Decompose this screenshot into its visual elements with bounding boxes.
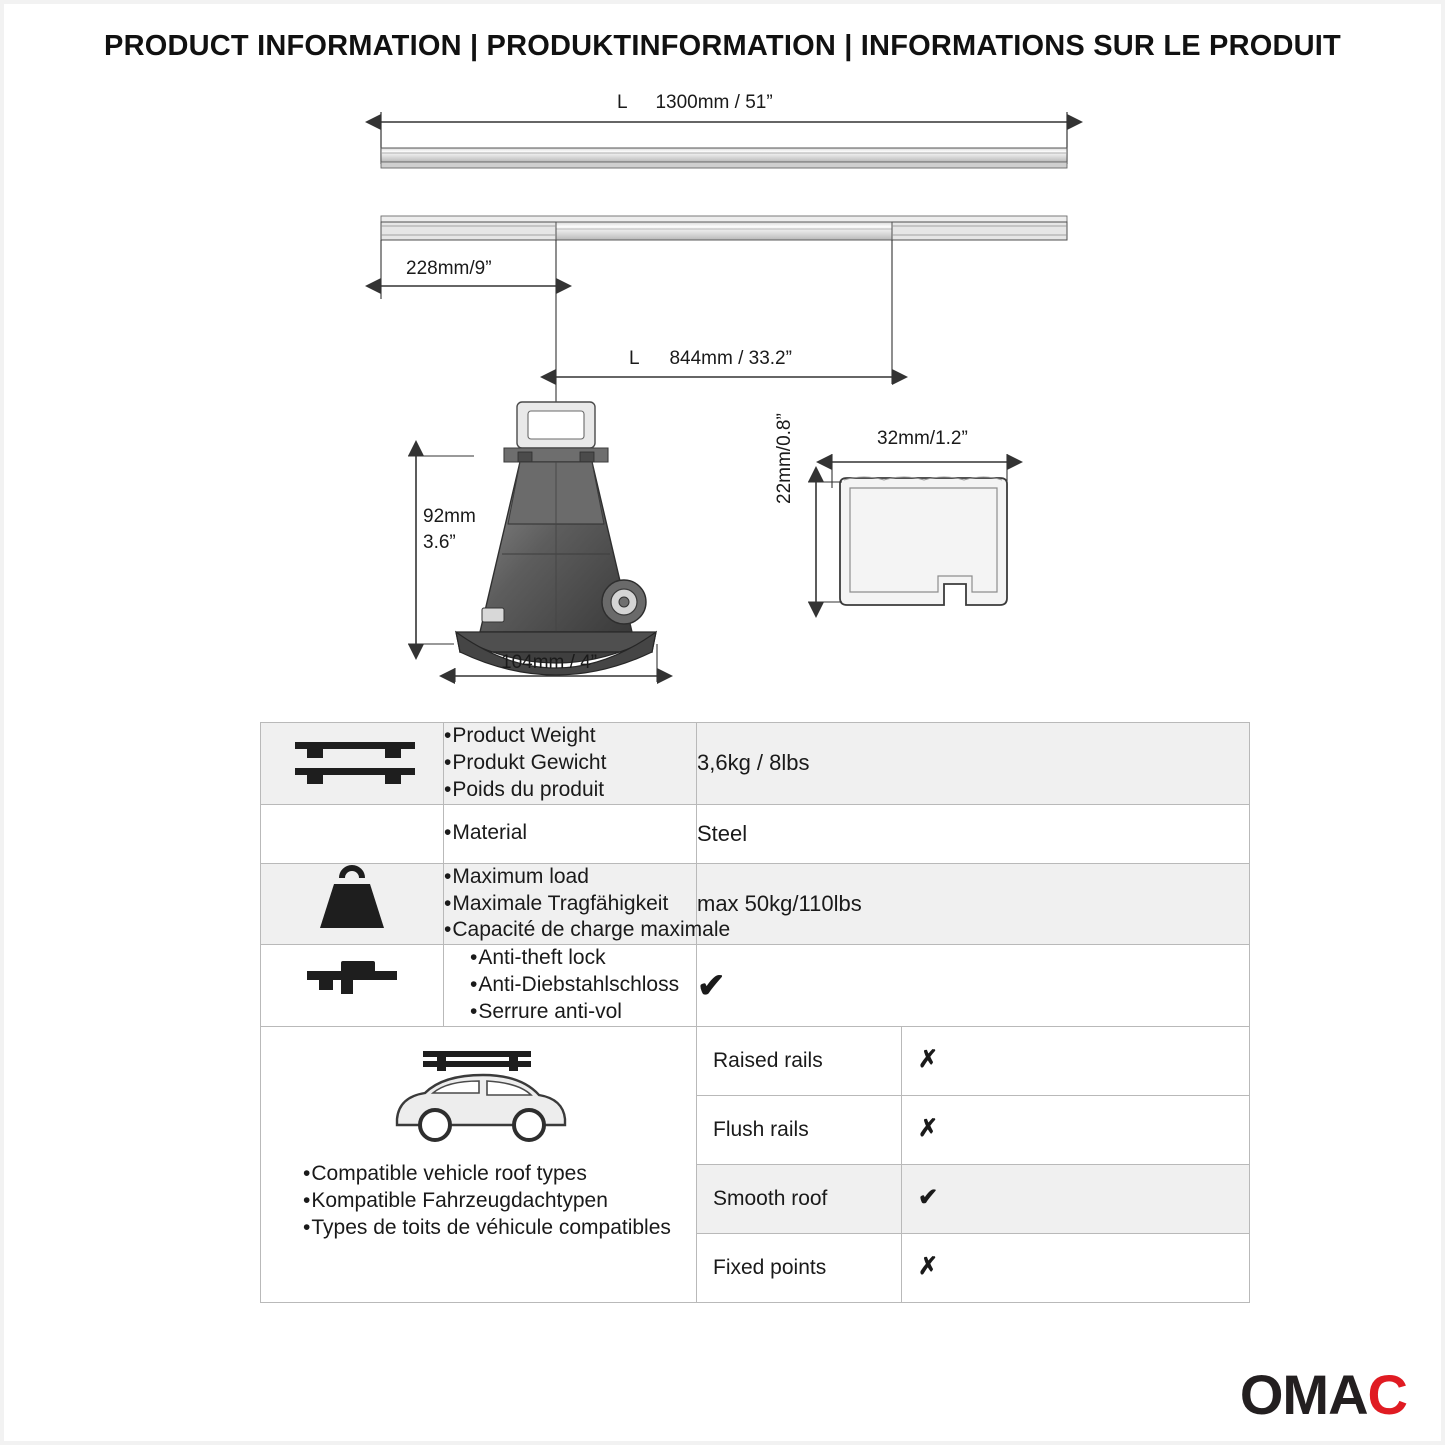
foot-height-inch-value: 3.6” bbox=[423, 532, 456, 553]
cross-icon: ✗ bbox=[918, 1115, 939, 1143]
table-row-weight bbox=[261, 723, 1250, 805]
weight-label-en: • Product Weight bbox=[444, 723, 696, 750]
roof-types-label-en: • Compatible vehicle roof types bbox=[303, 1160, 688, 1187]
max-load-label-de: • Maximale Tragfähigkeit bbox=[444, 891, 696, 918]
roof-types-label-cell bbox=[261, 1026, 697, 1302]
roof-type-name-raised: Raised rails bbox=[697, 1027, 902, 1096]
table-row-max-load bbox=[261, 863, 1250, 945]
lock-label-cell bbox=[444, 945, 697, 1027]
specification-table bbox=[260, 722, 1250, 1303]
roof-types-values-cell bbox=[697, 1026, 1250, 1302]
logo-text-left: OM bbox=[1239, 1363, 1329, 1426]
roof-types-labels bbox=[261, 1150, 696, 1252]
weight-label-cell bbox=[444, 723, 697, 805]
max-load-label-fr: • Capacité de charge maximale bbox=[444, 917, 696, 944]
logo-text-a: A bbox=[1328, 1363, 1368, 1426]
roof-type-name-smooth: Smooth roof bbox=[697, 1164, 902, 1233]
max-load-labels bbox=[444, 864, 731, 945]
material-label-cell bbox=[444, 804, 697, 863]
drawing-svg bbox=[4, 84, 1445, 714]
profile-width-value: 32mm/1.2” bbox=[877, 428, 968, 449]
roof-types-label-fr: • Types de toits de véhicule compatibles bbox=[303, 1214, 688, 1241]
roof-type-value-raised bbox=[902, 1027, 1250, 1096]
weight-labels bbox=[444, 723, 696, 804]
logo-text-c: C bbox=[1367, 1363, 1407, 1426]
lock-labels bbox=[470, 945, 696, 1026]
weight-label-fr: • Poids du produit bbox=[444, 777, 696, 804]
table-row bbox=[697, 1095, 1249, 1164]
lock-label-fr: • Serrure anti-vol bbox=[470, 999, 696, 1026]
foot-offset-value: 228mm/9” bbox=[406, 258, 492, 279]
table-row-lock bbox=[261, 945, 1250, 1027]
page-title: PRODUCT INFORMATION | PRODUKTINFORMATION | INFORMATIONS SUR LE PRODUIT bbox=[104, 30, 1341, 62]
table-row bbox=[697, 1027, 1249, 1096]
foot-width-value: 104mm / 4” bbox=[501, 652, 598, 673]
weight-value: 3,6kg / 8lbs bbox=[697, 723, 1250, 805]
span-value: 844mm / 33.2” bbox=[669, 348, 792, 369]
roof-types-subtable bbox=[697, 1027, 1249, 1302]
lock-value-cell bbox=[697, 945, 1250, 1027]
max-load-label-en: • Maximum load bbox=[444, 864, 696, 891]
omac-logo bbox=[1239, 1363, 1407, 1426]
length-total-prefix: L bbox=[617, 92, 627, 113]
material-icon-cell bbox=[261, 804, 444, 863]
roof-type-name-flush: Flush rails bbox=[697, 1095, 902, 1164]
table-row bbox=[697, 1233, 1249, 1302]
roof-type-value-flush bbox=[902, 1095, 1250, 1164]
check-icon: ✔ bbox=[918, 1184, 939, 1212]
material-labels bbox=[444, 820, 696, 847]
foot-height-value: 92mm bbox=[423, 506, 476, 527]
material-value: Steel bbox=[697, 804, 1250, 863]
roof-type-value-fixed bbox=[902, 1233, 1250, 1302]
technical-drawing bbox=[4, 84, 1445, 714]
weight-label-de: • Produkt Gewicht bbox=[444, 750, 696, 777]
max-load-label-cell bbox=[444, 863, 731, 945]
roof-types-label-de: • Kompatible Fahrzeugdachtypen bbox=[303, 1187, 688, 1214]
table-row bbox=[697, 1164, 1249, 1233]
roof-type-name-fixed: Fixed points bbox=[697, 1233, 902, 1302]
roof-type-value-smooth bbox=[902, 1164, 1250, 1233]
span-prefix: L bbox=[629, 348, 639, 369]
cross-icon: ✗ bbox=[918, 1253, 939, 1281]
table-row-roof-types bbox=[261, 1026, 1250, 1302]
weight-icon bbox=[261, 863, 444, 945]
length-total-value: 1300mm / 51” bbox=[655, 92, 773, 113]
lock-bar-icon bbox=[261, 945, 444, 1027]
lock-label-en: • Anti-theft lock bbox=[470, 945, 696, 972]
car-with-rack-icon bbox=[261, 1027, 696, 1150]
roof-bars-icon bbox=[261, 723, 444, 805]
max-load-value: max 50kg/110lbs bbox=[697, 863, 1250, 945]
check-icon: ✔ bbox=[697, 966, 726, 1005]
table-row-material bbox=[261, 804, 1250, 863]
lock-label-de: • Anti-Diebstahlschloss bbox=[470, 972, 696, 999]
profile-height-value: 22mm/0.8” bbox=[774, 413, 795, 504]
cross-icon: ✗ bbox=[918, 1046, 939, 1074]
material-label: • Material bbox=[444, 820, 696, 847]
